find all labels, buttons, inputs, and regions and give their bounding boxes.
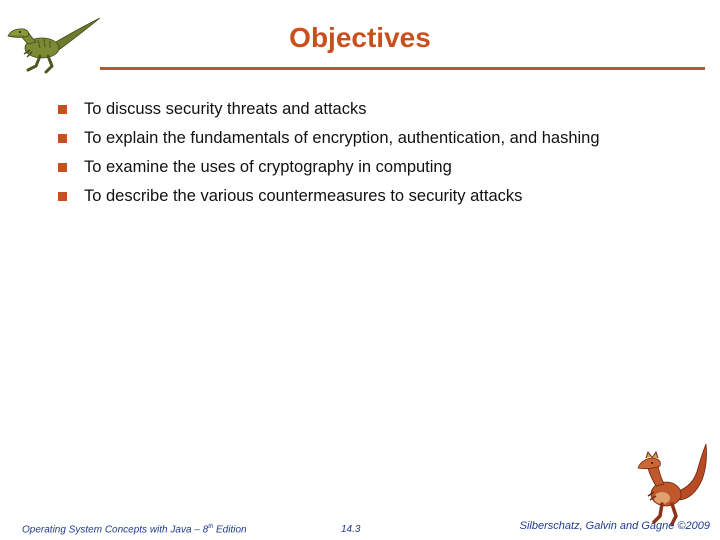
slide-title: Objectives bbox=[289, 22, 431, 53]
square-bullet-icon bbox=[58, 163, 67, 172]
square-bullet-icon bbox=[58, 192, 67, 201]
footer-page-number: 14.3 bbox=[341, 524, 361, 535]
bullet-text: To discuss security threats and attacks bbox=[84, 100, 367, 118]
footer-book-title bbox=[22, 524, 247, 535]
footer-book-prefix: Operating System Concepts with Java – 8 bbox=[22, 524, 209, 536]
title-divider bbox=[100, 67, 705, 70]
bullet-item bbox=[58, 154, 600, 183]
bullet-text: To describe the various countermeasures to security attacks bbox=[84, 187, 523, 205]
square-bullet-icon bbox=[58, 134, 67, 143]
footer-copyright: Silberschatz, Galvin and Gagne ©2009 bbox=[519, 520, 710, 532]
bullet-item bbox=[58, 125, 600, 154]
bullet-text: To explain the fundamentals of encryption, authentication, and hashing bbox=[84, 129, 600, 147]
bullet-item bbox=[58, 96, 600, 125]
bullet-item bbox=[58, 183, 600, 212]
dinosaur-icon bbox=[632, 440, 708, 526]
square-bullet-icon bbox=[58, 105, 67, 114]
bullet-list bbox=[58, 96, 600, 212]
bullet-text: To examine the uses of cryptography in computing bbox=[84, 158, 452, 176]
footer-book-sup: th bbox=[208, 524, 214, 530]
footer-book-suffix: Edition bbox=[213, 524, 247, 536]
